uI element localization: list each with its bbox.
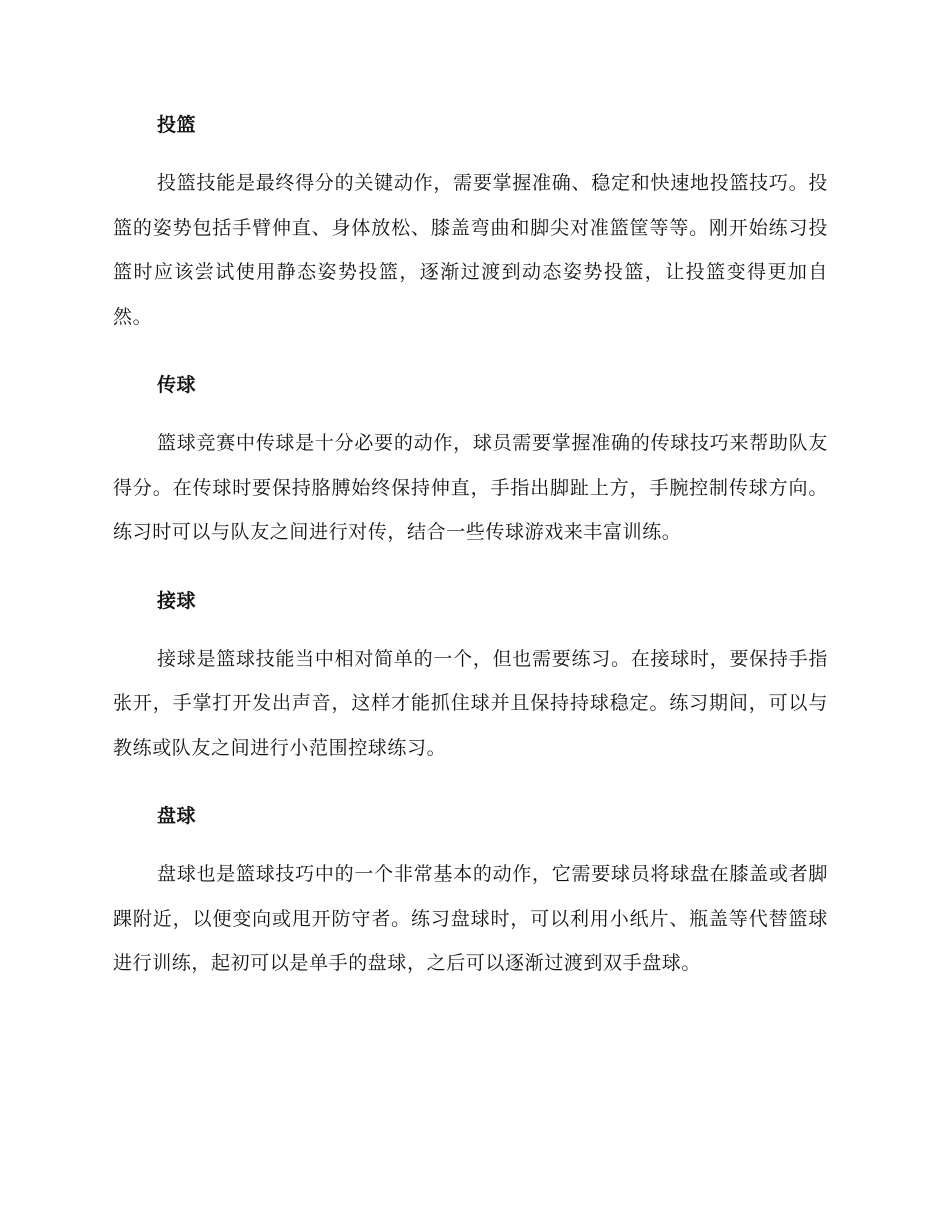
section-paragraph: 投篮技能是最终得分的关键动作，需要掌握准确、稳定和快速地投篮技巧。投篮的姿势包括手臂伸直、身体放松、膝盖弯曲和脚尖对准篮筐等等。刚开始练习投篮时应该尝试使用静态姿势投篮，逐渐过渡到动态姿势投篮，让投篮变得更加自然。	[113, 172, 828, 328]
section-heading: 投篮	[157, 114, 197, 136]
section-paragraph: 盘球也是篮球技巧中的一个非常基本的动作，它需要球员将球盘在膝盖或者脚踝附近，以便变向或甩开防守者。练习盘球时，可以利用小纸片、瓶盖等代替篮球进行训练，起初可以是单手的盘球，之后可以逐渐过渡到双手盘球。	[113, 863, 828, 974]
section-catching	[113, 579, 828, 771]
section-paragraph: 篮球竞赛中传球是十分必要的动作，球员需要掌握准确的传球技巧来帮助队友得分。在传球时要保持胳膊始终保持伸直，手指出脚趾上方，手腕控制传球方向。练习时可以与队友之间进行对传，结合一些传球游戏来丰富训练。	[113, 432, 828, 543]
section-heading: 接球	[157, 589, 197, 612]
section-heading: 传球	[157, 374, 197, 396]
section-shooting	[113, 103, 828, 339]
section-dribbling	[113, 794, 828, 986]
section-passing	[113, 363, 828, 555]
section-heading: 盘球	[157, 805, 197, 827]
section-paragraph: 接球是篮球技能当中相对简单的一个，但也需要练习。在接球时，要保持手指张开，手掌打开发出声音，这样才能抓住球并且保持持球稳定。练习期间，可以与教练或队友之间进行小范围控球练习。	[113, 647, 828, 759]
